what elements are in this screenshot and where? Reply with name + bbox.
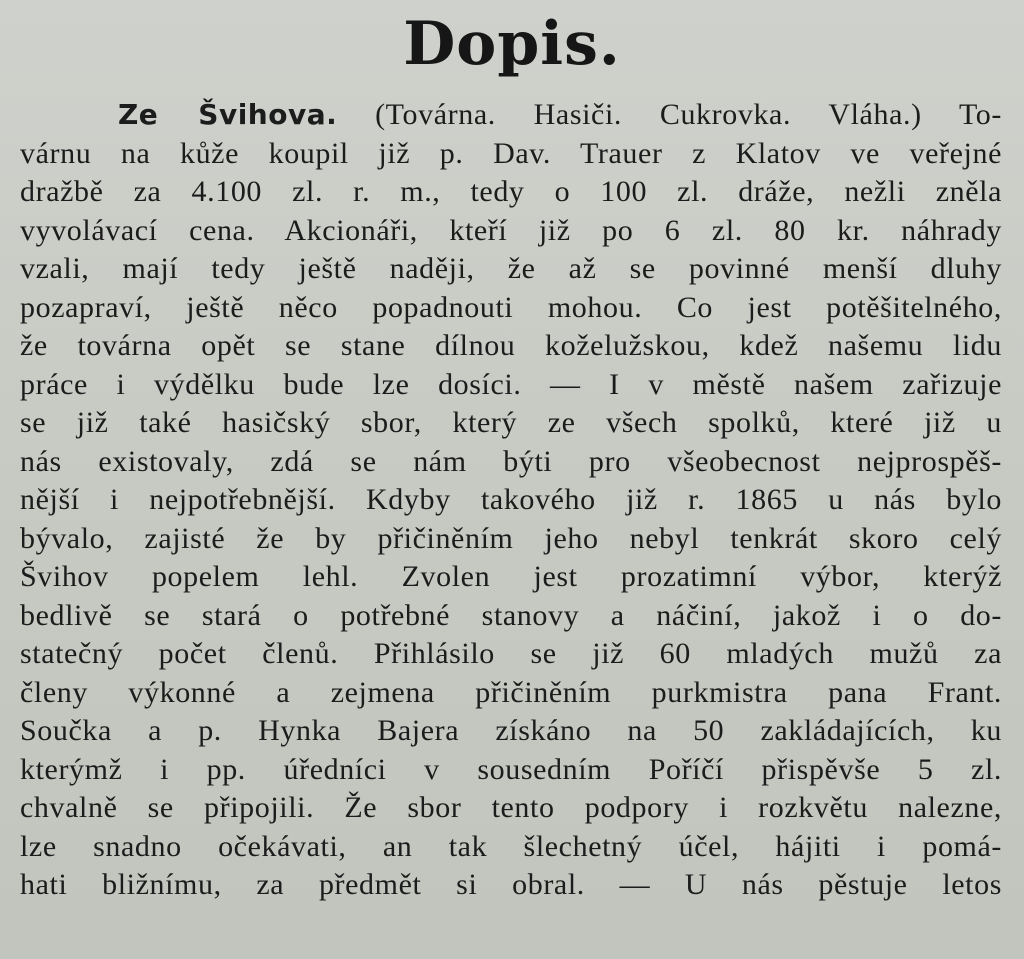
article-body — [20, 96, 1002, 905]
text-line: hati bližnímu, za předmět si obral. — U nás pěstuje letos — [20, 868, 1002, 901]
text-line: bývalo, zajisté že by přičiněním jeho nebyl tenkrát skoro celý — [20, 521, 1002, 555]
text-line: Součka a p. Hynka Bajera získáno na 50 zakládajících, ku — [20, 714, 1002, 747]
text-line: členy výkonné a zejmena přičiněním purkmistra pana Frant. — [20, 675, 1002, 709]
text-line: Švihov popelem lehl. Zvolen jest prozatimní výbor, kterýž — [20, 560, 1002, 593]
article-title: Dopis. — [403, 9, 621, 79]
text-line-content: (Továrna. Hasiči. Cukrovka. Vláha.) To- — [337, 98, 1002, 131]
text-line: se již také hasičský sbor, který ze všech spolků, které již u — [20, 406, 1002, 439]
text-line: statečný počet členů. Přihlásilo se již 60 mladých mužů za — [20, 637, 1002, 670]
text-line: že továrna opět se stane dílnou koželužskou, kdež našemu lidu — [20, 329, 1002, 362]
text-line: dražbě za 4.100 zl. r. m., tedy o 100 zl. dráže, nežli zněla — [20, 175, 1002, 208]
text-line: nější i nejpotřebnější. Kdyby takového již r. 1865 u nás bylo — [20, 483, 1002, 516]
text-line: vzali, mají tedy ještě naději, že až se povinné menší dluhy — [20, 252, 1002, 285]
text-line: chvalně se připojili. Že sbor tento podpory i rozkvětu nalezne, — [20, 791, 1002, 824]
text-line: pozapraví, ještě něco popadnouti mohou. Co jest potěšitelného, — [20, 290, 1002, 324]
place-heading: Ze Švihova. — [118, 98, 338, 131]
text-line: lze snadno očekávati, an tak šlechetný účel, hájiti i pomá- — [20, 829, 1002, 863]
text-line: vyvolávací cena. Akcionáři, kteří již po 6 zl. 80 kr. náhrady — [20, 213, 1002, 247]
text-line: várnu na kůže koupil již p. Dav. Trauer z Klatov ve veřejné — [20, 136, 1002, 170]
text-line: nás existovaly, zdá se nám býti pro všeobecnost nejprospěš- — [20, 444, 1002, 478]
text-line: kterýmž i pp. úředníci v sousedním Poříčí přispěvše 5 zl. — [20, 752, 1002, 786]
text-line — [20, 96, 1002, 135]
text-line: práce i výdělku bude lze dosíci. — I v městě našem zařizuje — [20, 367, 1002, 401]
text-line: bedlivě se stará o potřebné stanovy a náčiní, jakož i o do- — [20, 598, 1002, 632]
